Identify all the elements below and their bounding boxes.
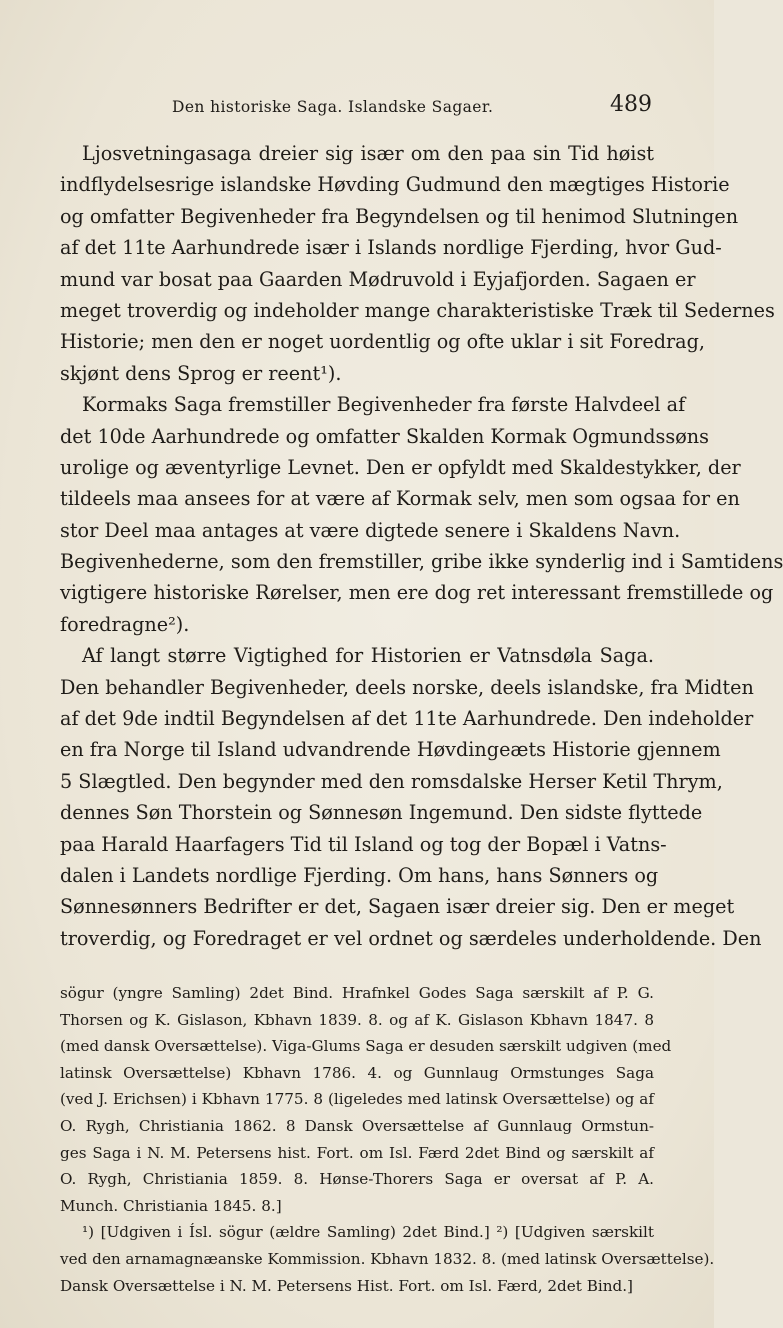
text-line: og omfatter Begivenheder fra Begyndelsen og til henimod Slutningen <box>60 204 739 228</box>
text-line: mund var bosat paa Gaarden Mødruvold i Eyjafjorden. Sagaen er <box>60 267 696 291</box>
text-line: Historie; men den er noget uordentlig og ofte uklar i sit Foredrag, <box>60 330 705 354</box>
text-line: 5 Slægtled. Den begynder med den romsdalske Herser Ketil Thrym, <box>60 769 723 793</box>
text-line: stor Deel maa antages at være digtede senere i Skaldens Navn. <box>60 518 681 542</box>
page-header <box>172 92 652 126</box>
text-line: Begivenhederne, som den fremstiller, gribe ikke synderlig ind i Samtidens <box>60 550 783 574</box>
footnote-line: ges Saga i N. M. Petersens hist. Fort. om Isl. Færd 2det Bind og særskilt af <box>60 1143 654 1162</box>
footnotes <box>60 980 715 1299</box>
footnote-line: O. Rygh, Christiania 1859. 8. Hønse-Thorers Saga er oversat af P. A. <box>60 1170 654 1189</box>
text-line: det 10de Aarhundrede og omfatter Skalden Kormak Ogmundssøns <box>60 424 709 448</box>
text-line: en fra Norge til Island udvandrende Høvdingeæts Historie gjennem <box>60 738 721 762</box>
footnote-line: latinsk Oversættelse) Kbhavn 1786. 4. og Gunnlaug Ormstunges Saga <box>60 1063 654 1082</box>
text-line: meget troverdig og indeholder mange charakteristiske Træk til Sedernes <box>60 298 775 322</box>
text-line: paa Harald Haarfagers Tid til Island og tog der Bopæl i Vatns- <box>60 832 667 856</box>
footnote-line: (ved J. Erichsen) i Kbhavn 1775. 8 (ligeledes med latinsk Oversættelse) og af <box>60 1090 654 1109</box>
footnote-line: sögur (yngre Samling) 2det Bind. Hrafnkel Godes Saga særskilt af P. G. <box>60 984 654 1002</box>
footnote-line: O. Rygh, Christiania 1862. 8 Dansk Oversættelse af Gunnlaug Ormstun- <box>60 1116 654 1135</box>
text-line: dalen i Landets nordlige Fjerding. Om hans, hans Sønners og <box>60 863 659 887</box>
text-line: tildeels maa ansees for at være af Kormak selv, men som ogsaa for en <box>60 487 740 511</box>
page-number: 489 <box>610 92 652 117</box>
footnote-line: Munch. Christiania 1845. 8.] <box>60 1196 282 1215</box>
text-line: troverdig, og Foredraget er vel ordnet og særdeles underholdende. Den <box>60 926 762 950</box>
text-line: indflydelsesrige islandske Høvding Gudmund den mægtiges Historie <box>60 173 730 197</box>
text-line: skjønt dens Sprog er reent¹). <box>60 361 342 385</box>
text-line: vigtigere historiske Rørelser, men ere dog ret interessant fremstillede og <box>60 581 774 605</box>
text-line: af det 11te Aarhundrede især i Islands nordlige Fjerding, hvor Gud- <box>60 236 722 260</box>
text-line: Sønnesønners Bedrifter er det, Sagaen især dreier sig. Den er meget <box>60 895 735 919</box>
footnote-line: Dansk Oversættelse i N. M. Petersens Hist. Fort. om Isl. Færd, 2det Bind.] <box>60 1276 633 1295</box>
text-line: foredragne²). <box>60 612 190 636</box>
text-line: dennes Søn Thorstein og Sønnesøn Ingemund. Den sidste flyttede <box>60 801 703 825</box>
text-line: af det 9de indtil Begyndelsen af det 11te Aarhundrede. Den indeholder <box>60 707 754 731</box>
text-line: Af langt større Vigtighed for Historien er Vatnsdøla Saga. <box>82 644 654 668</box>
text-line: Kormaks Saga fremstiller Begivenheder fra første Halvdeel af <box>82 393 686 417</box>
footnote-line: ¹) [Udgiven i Ísl. sögur (ældre Samling) 2det Bind.] ²) [Udgiven særskilt <box>82 1223 654 1242</box>
footnote-line: ved den arnamagnæanske Kommission. Kbhavn 1832. 8. (med latinsk Oversættelse). <box>60 1249 715 1268</box>
running-title: Den historiske Saga. Islandske Sagaer. <box>172 98 494 116</box>
text-line: Ljosvetningasaga dreier sig især om den paa sin Tid høist <box>82 142 654 165</box>
text-line: urolige og æventyrlige Levnet. Den er opfyldt med Skaldestykker, der <box>60 455 741 479</box>
footnote-line: Thorsen og K. Gislason, Kbhavn 1839. 8. og af K. Gislason Kbhavn 1847. 8 <box>60 1010 654 1029</box>
footnote-line: (med dansk Oversættelse). Viga-Glums Saga er desuden særskilt udgiven (med <box>60 1037 672 1056</box>
text-line: Den behandler Begivenheder, deels norske, deels islandske, fra Midten <box>60 675 754 699</box>
body-text <box>60 138 783 954</box>
